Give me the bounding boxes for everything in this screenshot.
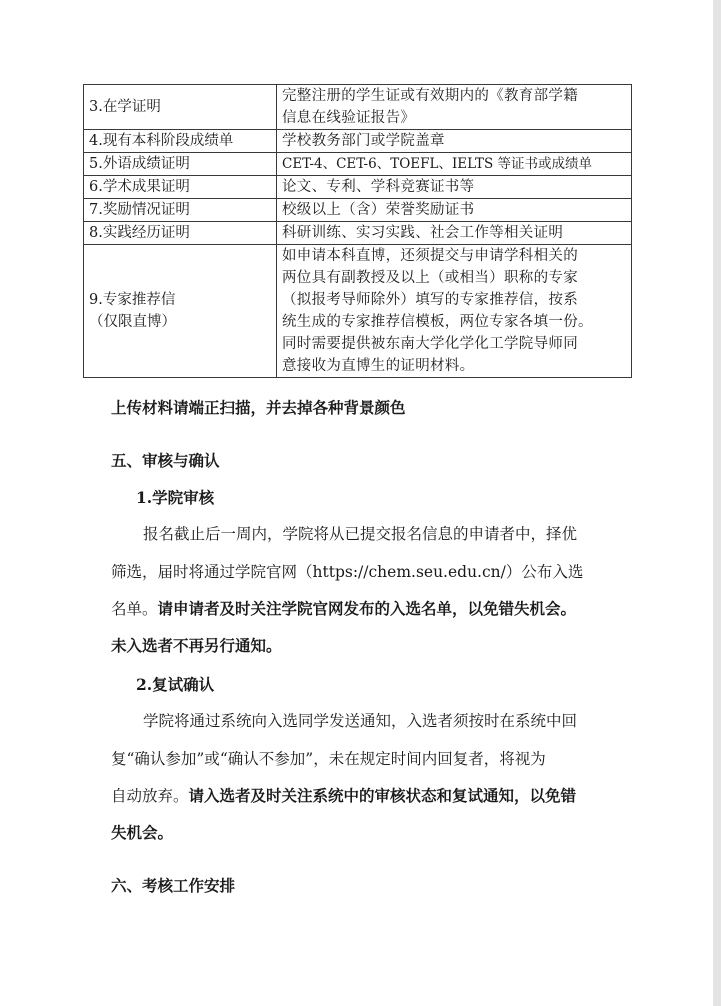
- table-cell-line: 9.专家推荐信: [89, 292, 176, 308]
- paragraph-line: [111, 784, 576, 806]
- paragraph-text: 名单。: [111, 600, 158, 618]
- section6-heading: 六、考核工作安排: [111, 876, 236, 895]
- table-cell-item: 5.外语成绩证明: [84, 153, 277, 176]
- paragraph-emphasis: 请入选者及时关注系统中的审核状态和复试通知，以免错: [188, 786, 577, 805]
- table-cell-desc: 学校教务部门或学院盖章: [277, 130, 632, 153]
- table-cell-line: 意接收为直博生的证明材料。: [282, 358, 475, 374]
- table-row: [84, 199, 632, 222]
- table-cell-line: （拟报考导师除外）填写的专家推荐信，按系: [282, 292, 578, 308]
- table-cell-line: 信息在线验证报告》: [282, 110, 416, 126]
- table-cell-item: 6.学术成果证明: [84, 176, 277, 199]
- paragraph-emphasis: 未入选者不再另行通知。: [111, 636, 282, 655]
- table-row: [84, 176, 632, 199]
- table-cell-item: 3.在学证明: [84, 85, 277, 130]
- page-edge-shadow: [713, 0, 721, 1006]
- paragraph-text: 自动放弃。: [111, 787, 189, 805]
- table-row: [84, 222, 632, 245]
- upload-note: 上传材料请端正扫描，并去掉各种背景颜色: [111, 398, 406, 417]
- paragraph-emphasis: 请申请者及时关注学院官网发布的入选名单，以免错失机会。: [157, 599, 577, 618]
- table-row: [84, 130, 632, 153]
- paragraph-emphasis: 失机会。: [111, 823, 174, 842]
- materials-table: [83, 84, 632, 378]
- table-row: [84, 85, 632, 130]
- table-cell-item: 8.实践经历证明: [84, 222, 277, 245]
- table-cell-line: 统生成的专家推荐信模板，两位专家各填一份。: [282, 314, 593, 330]
- table-row: [84, 245, 632, 378]
- table-cell-line: （仅限直博）: [89, 314, 176, 330]
- paragraph-line: 筛选，届时将通过学院官网（https://chem.seu.edu.cn/）公布入选: [111, 563, 584, 581]
- table-cell-item: 7.奖励情况证明: [84, 199, 277, 222]
- table-cell-line: 完整注册的学生证或有效期内的《教育部学籍: [282, 88, 578, 104]
- table-cell-desc: 校级以上（含）荣誉奖励证书: [277, 199, 632, 222]
- paragraph-line: 复“确认参加”或“确认不参加”，未在规定时间内回复者，将视为: [111, 750, 546, 768]
- paragraph-line: 报名截止后一周内，学院将从已提交报名信息的申请者中，择优: [143, 525, 578, 543]
- table-cell-line: 两位具有副教授及以上（或相当）职称的专家: [282, 270, 578, 286]
- table-cell-item: 4.现有本科阶段成绩单: [84, 130, 277, 153]
- subsection2-heading: 2.复试确认: [136, 675, 215, 694]
- paragraph-line: [111, 597, 576, 619]
- table-cell-desc: 论文、专利、学科竞赛证书等: [277, 176, 632, 199]
- table-cell-desc: CET-4、CET-6、TOEFL、IELTS 等证书或成绩单: [277, 153, 632, 176]
- paragraph-line: 学院将通过系统向入选同学发送通知，入选者须按时在系统中回: [143, 712, 578, 730]
- subsection1-heading: 1.学院审核: [136, 488, 215, 507]
- table-row: [84, 153, 632, 176]
- table-cell-desc: [277, 245, 632, 378]
- table-cell-item: [84, 245, 277, 378]
- section5-heading: 五、审核与确认: [111, 451, 220, 470]
- table-cell-line: 如申请本科直博，还须提交与申请学科相关的: [282, 248, 578, 264]
- table-cell-desc: 科研训练、实习实践、社会工作等相关证明: [277, 222, 632, 245]
- table-cell-desc: [277, 85, 632, 130]
- table-cell-line: 同时需要提供被东南大学化学化工学院导师同: [282, 336, 578, 352]
